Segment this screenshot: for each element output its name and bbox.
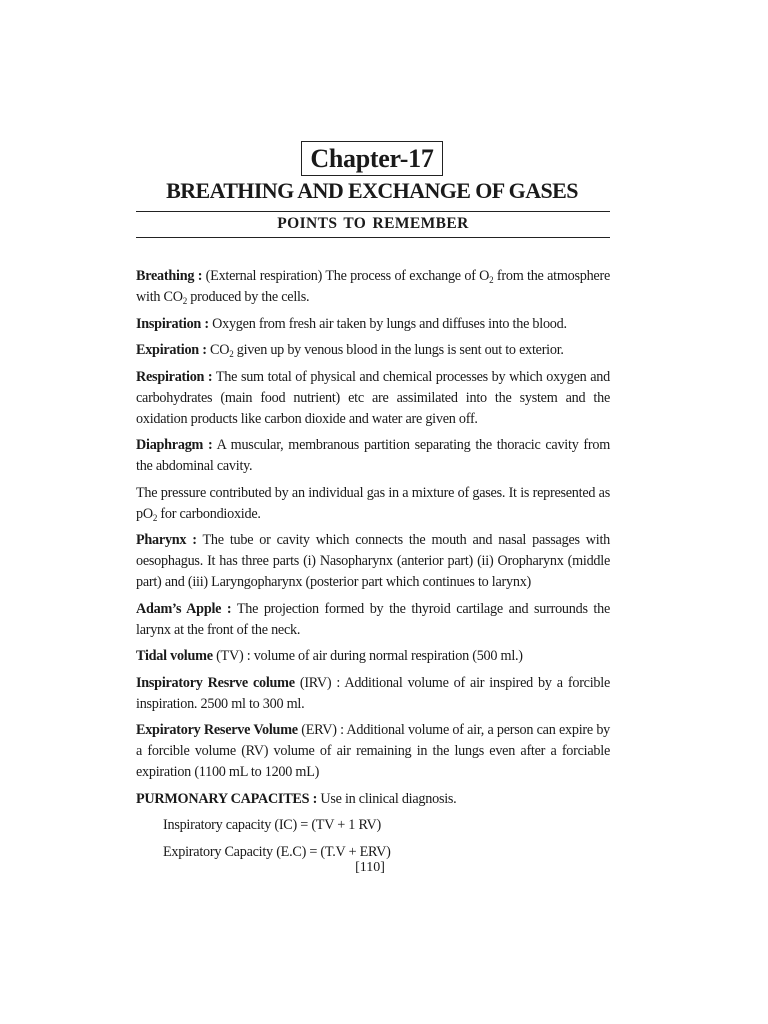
section-subtitle: POINTS TO REMEMBER xyxy=(277,215,469,232)
pressure-text-2: for carbondioxide. xyxy=(157,505,261,522)
erv-text: (ERV) : Additional volume of air, a person can expire by a forcible volume (RV) volume of air remaining in the lungs even after a forciable expiration (1100 mL to 1200 mL) xyxy=(136,722,611,780)
respiration-text: The sum total of physical and chemical processes by which oxygen and carbohydrates (main food nutrient) etc are assimilated into the system and the oxidation products like carbon dioxide and water are given off. xyxy=(136,368,610,427)
expiration-text-2: given up by venous blood in the lungs is sent out to exterior. xyxy=(233,342,564,358)
entry-erv xyxy=(136,720,610,783)
breathing-subscript-2: 2 xyxy=(182,296,187,306)
entry-respiration xyxy=(136,367,610,430)
inspiration-text: Oxygen from fresh air taken by lungs and diffuses into the blood. xyxy=(208,315,567,332)
title-divider-bottom xyxy=(136,237,610,238)
term-irv: Inspiratory Resrve colume xyxy=(136,674,295,691)
entry-expiration xyxy=(136,340,610,361)
entry-tidal-volume xyxy=(136,646,610,667)
diaphragm-text: A muscular, membranous partition separating the thoracic cavity from the abdominal cavity. xyxy=(136,437,610,474)
irv-text: (IRV) : Additional volume of air inspired by a forcible inspiration. 2500 ml to 300 ml. xyxy=(136,674,610,712)
term-expiration: Expiration : xyxy=(136,342,207,358)
term-capacities: PURMONARY CAPACITES : xyxy=(136,790,318,807)
formula-expiratory-capacity: Expiratory Capacity (E.C) = (T.V + ERV) xyxy=(163,843,391,860)
entry-adams-apple xyxy=(136,599,610,641)
body-content xyxy=(136,266,610,868)
breathing-subscript-1: 2 xyxy=(489,275,494,285)
term-diaphragm: Diaphragm : xyxy=(136,437,213,453)
pressure-subscript: 2 xyxy=(152,512,158,523)
expiration-subscript: 2 xyxy=(229,349,234,359)
expiration-text-1: CO xyxy=(206,342,230,358)
entry-irv xyxy=(136,673,610,715)
entry-inspiration xyxy=(136,314,610,335)
entry-capacities xyxy=(136,789,610,810)
formula-inspiratory-capacity: Inspiratory capacity (IC) = (TV + 1 RV) xyxy=(163,817,381,833)
breathing-text-2: from the atmosphere with CO xyxy=(136,268,610,305)
adams-apple-text: The projection formed by the thyroid cartilage and surrounds the larynx at the front of the neck. xyxy=(136,600,610,638)
entry-pharynx xyxy=(136,530,610,593)
breathing-text-3: produced by the cells. xyxy=(186,289,310,305)
pharynx-text: The tube or cavity which connects the mouth and nasal passages with oesophagus. It has three parts (i) Nasopharynx (anterior part) (ii) Oropharynx (middle part) and (iii) Laryngopharynx (posterior part which continues to larynx) xyxy=(136,532,610,590)
breathing-text-1: (External respiration) The process of exchange of O xyxy=(202,268,490,284)
term-erv: Expiratory Reserve Volume xyxy=(136,722,298,738)
term-breathing: Breathing : xyxy=(136,268,203,284)
entry-breathing xyxy=(136,266,610,308)
page-number: [110] xyxy=(355,860,385,875)
tidal-volume-text: (TV) : volume of air during normal respiration (500 ml.) xyxy=(212,648,523,664)
term-respiration: Respiration : xyxy=(136,368,213,385)
term-inspiration: Inspiration : xyxy=(136,315,209,332)
entry-pressure xyxy=(136,483,610,525)
term-tidal-volume: Tidal volume xyxy=(136,648,213,664)
chapter-heading: Chapter-17 xyxy=(301,141,443,176)
title-divider-top xyxy=(136,211,610,212)
pressure-text-1: The pressure contributed by an individual gas in a mixture of gases. It is represented as pO xyxy=(136,484,610,522)
term-adams-apple: Adam’s Apple : xyxy=(136,600,232,617)
capacities-text: Use in clinical diagnosis. xyxy=(317,790,457,807)
term-pharynx: Pharynx : xyxy=(136,532,197,548)
entry-diaphragm xyxy=(136,435,610,477)
chapter-title: BREATHING AND EXCHANGE OF GASES xyxy=(166,178,578,203)
